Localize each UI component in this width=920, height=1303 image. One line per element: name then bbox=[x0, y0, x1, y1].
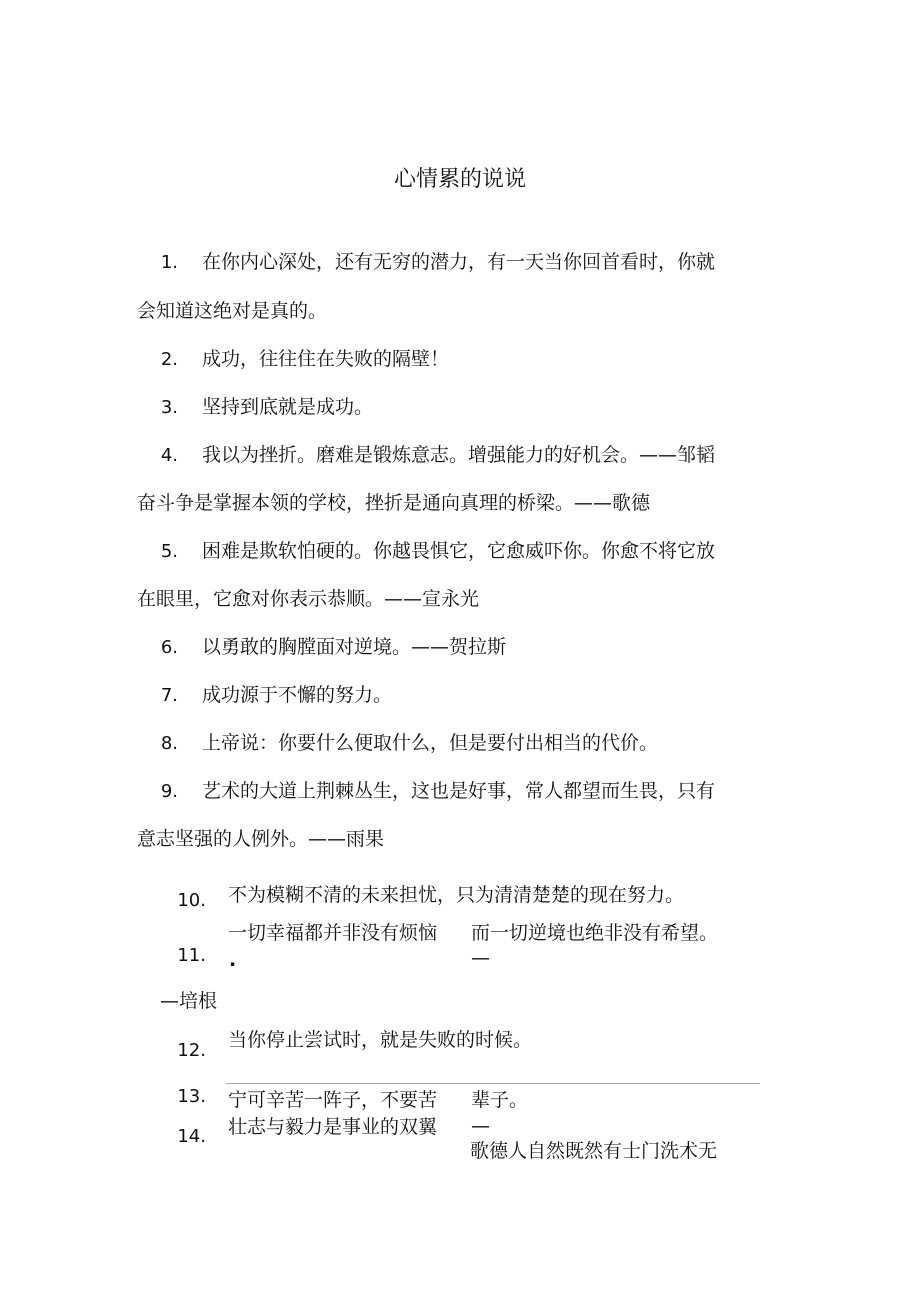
item-text-col-b-dash: — bbox=[471, 947, 490, 969]
item-text-col-b: — bbox=[471, 1115, 490, 1137]
item-text: 当你停止尝试时，就是失败的时候。 bbox=[228, 1029, 533, 1051]
item-text-col-a-dot: . bbox=[229, 949, 237, 971]
item-text-continuation: 意志坚强的人例外。——雨果 bbox=[137, 828, 385, 850]
item-text-col-a: 一切幸福都并非没有烦恼 bbox=[228, 922, 438, 944]
item-text: 在你内心深处，还有无穷的潜力，有一天当你回首看时，你就 bbox=[202, 251, 716, 273]
item-text: 坚持到底就是成功。 bbox=[202, 396, 374, 418]
item-text: 以勇敢的胸膛面对逆境。——贺拉斯 bbox=[202, 636, 507, 658]
item-text: 成功，往往住在失败的隔壁！ bbox=[202, 348, 450, 370]
item-number: 1. bbox=[160, 252, 178, 273]
item-number: 10. bbox=[177, 890, 206, 911]
item-text: 上帝说：你要什么便取什么，但是要付出相当的代价。 bbox=[202, 732, 659, 754]
page-title: 心情累的说说 bbox=[393, 167, 526, 192]
item-text-continuation: 奋斗争是掌握本领的学校，挫折是通向真理的桥梁。——歌德 bbox=[137, 492, 651, 514]
item-text-cut-off-line: 歌德人自然既然有士门洗术无 bbox=[470, 1140, 718, 1162]
item-number: 8. bbox=[160, 733, 178, 754]
item-number: 3. bbox=[160, 397, 178, 418]
item-text-col-b: 而一切逆境也绝非没有希望。 bbox=[471, 922, 719, 944]
item-number: 6. bbox=[160, 637, 178, 658]
item-number: 14. bbox=[177, 1126, 206, 1147]
item-text-continuation: 会知道这绝对是真的。 bbox=[137, 300, 328, 322]
item-text-cut-off bbox=[470, 1138, 770, 1162]
item-number: 5. bbox=[160, 541, 178, 562]
item-text: 我以为挫折。磨难是锻炼意志。增强能力的好机会。——邹韬 bbox=[202, 444, 716, 466]
item-text-col-b: 辈子。 bbox=[471, 1089, 529, 1111]
item-text: 艺术的大道上荆棘丛生，这也是好事，常人都望而生畏，只有 bbox=[202, 780, 716, 802]
item-text-continuation: —培根 bbox=[160, 990, 218, 1012]
item-number: 4. bbox=[160, 445, 178, 466]
item-text: 成功源于不懈的努力。 bbox=[202, 684, 393, 706]
item-text-col-a: 壮志与毅力是事业的双翼 bbox=[228, 1116, 438, 1138]
item-text-col-a: 宁可辛苦一阵子，不要苦 bbox=[228, 1089, 438, 1111]
divider-line bbox=[226, 1083, 760, 1084]
item-text-continuation: 在眼里，它愈对你表示恭顺。——宣永光 bbox=[137, 588, 480, 610]
item-text: 困难是欺软怕硬的。你越畏惧它，它愈威吓你。你愈不将它放 bbox=[202, 540, 716, 562]
item-number: 13. bbox=[177, 1086, 206, 1107]
item-text: 不为模糊不清的未来担忧，只为清清楚楚的现在努力。 bbox=[228, 884, 685, 906]
item-number: 9. bbox=[160, 781, 178, 802]
item-number: 2. bbox=[160, 349, 178, 370]
item-number: 11. bbox=[177, 945, 206, 966]
item-number: 12. bbox=[177, 1040, 206, 1061]
item-number: 7. bbox=[160, 685, 178, 706]
